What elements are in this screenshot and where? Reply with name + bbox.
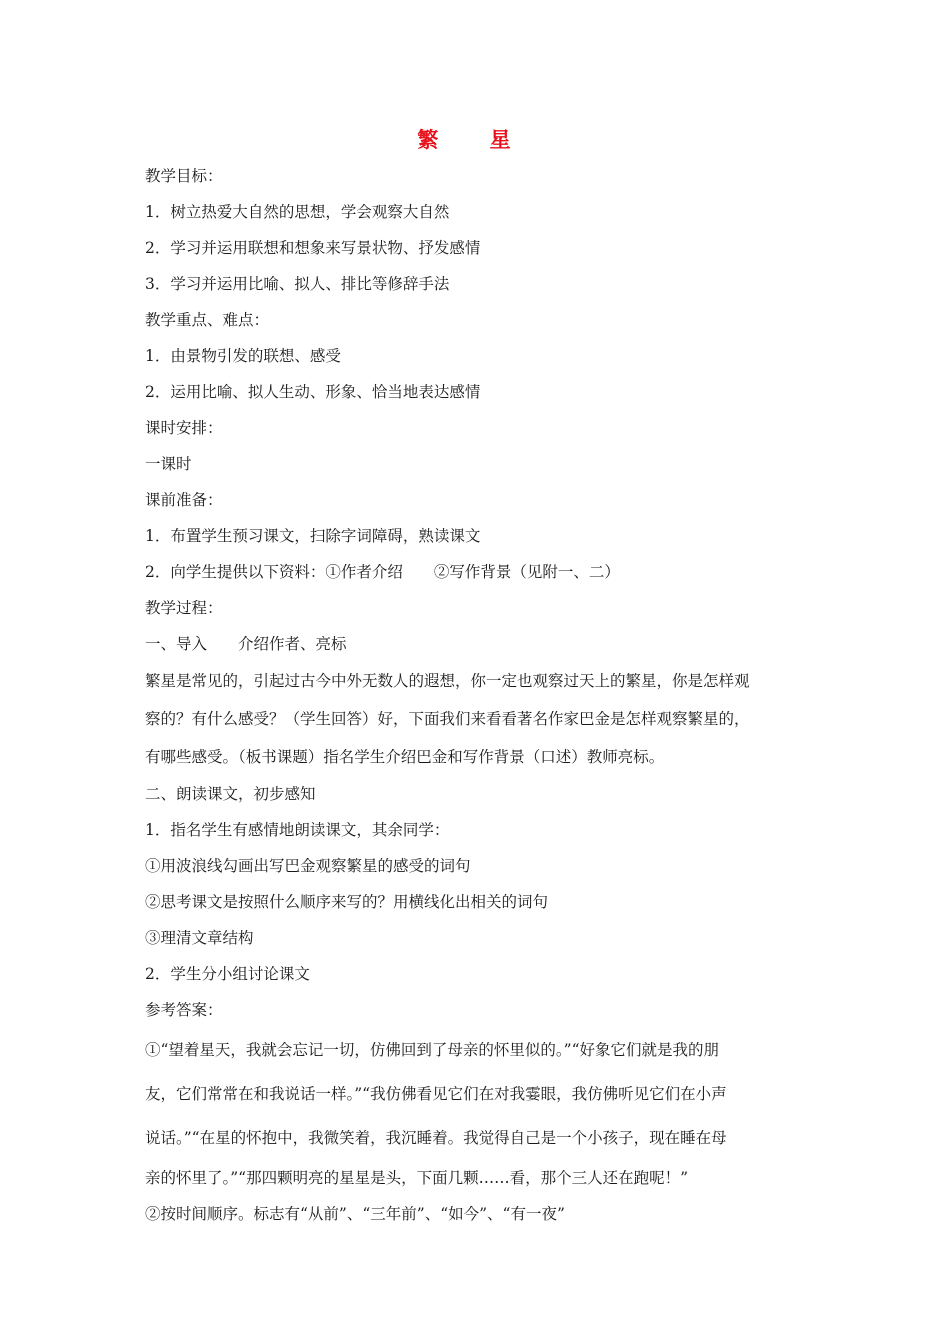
document-title: 繁 星 [417,128,533,152]
document-body [145,158,810,1232]
task-item: ③理清文章结构 [145,929,254,947]
process-step-heading: 一、导入 介绍作者、亮标 [145,635,347,653]
objective-item: 1．树立热爱大自然的思想，学会观察大自然 [145,203,450,221]
answer-line: 说话。”“在星的怀抱中，我微笑着，我沉睡着。我觉得自己是一个小孩子，现在睡在母 [145,1129,727,1147]
section-heading-process: 教学过程： [145,599,223,617]
answer-line: ②按时间顺序。标志有“从前”、“三年前”、“如今”、“有一夜” [145,1205,565,1223]
preparation-item: 2．向学生提供以下资料：①作者介绍 ②写作背景（见附一、二） [145,563,620,581]
answer-line: 友，它们常常在和我说话一样。”“我仿佛看见它们在对我霎眼，我仿佛听见它们在小声 [145,1085,727,1103]
objective-item: 2．学习并运用联想和想象来写景状物、抒发感情 [145,239,481,257]
section-heading-schedule: 课时安排： [145,419,223,437]
key-point-item: 2．运用比喻、拟人生动、形象、恰当地表达感情 [145,383,481,401]
answer-line: 亲的怀里了。”“那四颗明亮的星星是头，下面几颗……看，那个三人还在跑呢！” [145,1169,689,1187]
key-point-item: 1．由景物引发的联想、感受 [145,347,341,365]
process-substep: 2．学生分小组讨论课文 [145,965,310,983]
process-step-heading: 二、朗读课文，初步感知 [145,785,316,803]
task-item: ①用波浪线勾画出写巴金观察繁星的感受的词句 [145,857,471,875]
answers-heading: 参考答案： [145,1001,223,1019]
section-heading-preparation: 课前准备： [145,491,223,509]
paragraph-line: 繁星是常见的，引起过古今中外无数人的遐想，你一定也观察过天上的繁星，你是怎样观 [145,672,750,690]
schedule-text: 一课时 [145,455,192,473]
paragraph-line: 察的？有什么感受？（学生回答）好，下面我们来看看著名作家巴金是怎样观察繁星的， [145,710,750,728]
section-heading-objectives: 教学目标： [145,167,223,185]
answer-line: ①“望着星天，我就会忘记一切，仿佛回到了母亲的怀里似的。”“好象它们就是我的朋 [145,1041,720,1059]
preparation-item: 1．布置学生预习课文，扫除字词障碍，熟读课文 [145,527,481,545]
process-substep: 1．指名学生有感情地朗读课文，其余同学： [145,821,450,839]
section-heading-key-points: 教学重点、难点： [145,311,270,329]
task-item: ②思考课文是按照什么顺序来写的？用横线化出相关的词句 [145,893,549,911]
paragraph-line: 有哪些感受。（板书课题）指名学生介绍巴金和写作背景（口述）教师亮标。 [145,748,665,766]
objective-item: 3．学习并运用比喻、拟人、排比等修辞手法 [145,275,450,293]
